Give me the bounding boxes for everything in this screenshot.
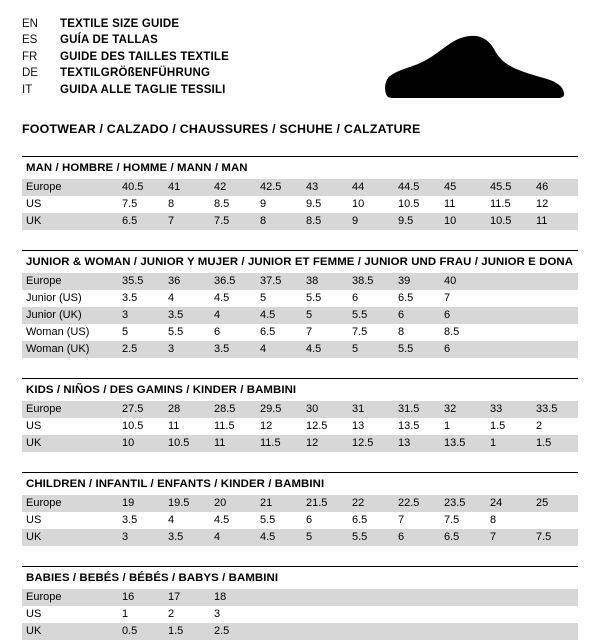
table-row: [22, 606, 578, 623]
cell: 1.5: [486, 418, 532, 435]
language-title-list: [22, 16, 229, 98]
table-row: [22, 324, 578, 341]
cell: 6.5: [394, 290, 440, 307]
cell: 2: [532, 418, 578, 435]
language-code: FR: [22, 50, 38, 63]
cell: 4.5: [256, 307, 302, 324]
cell: 5.5: [302, 290, 348, 307]
cell: 11: [532, 213, 578, 230]
section-children: [22, 472, 578, 546]
cell-empty: [348, 623, 394, 640]
section-title: CHILDREN / INFANTIL / ENFANTS / KINDER / BAMBINI: [26, 478, 325, 490]
cell: 13.5: [394, 418, 440, 435]
cell: 12.5: [348, 435, 394, 452]
cell: 41: [164, 179, 210, 196]
cell: 3: [164, 341, 210, 358]
cell: 6: [440, 307, 486, 324]
cell: 5.5: [348, 529, 394, 546]
cell-empty: [348, 606, 394, 623]
row-label: Europe: [22, 589, 118, 606]
table-row: [22, 196, 578, 213]
cell: 11.5: [486, 196, 532, 213]
cell: [532, 307, 578, 324]
cell: 44: [348, 179, 394, 196]
cell: 42: [210, 179, 256, 196]
cell: 10.5: [118, 418, 164, 435]
table-row: [22, 495, 578, 512]
cell: 3: [210, 606, 256, 623]
cell: 11: [440, 196, 486, 213]
table-row: [22, 179, 578, 196]
cell: 8.5: [210, 196, 256, 213]
section-junior-woman: [22, 250, 578, 358]
cell: 42.5: [256, 179, 302, 196]
cell: 37.5: [256, 273, 302, 290]
cell: 5: [302, 307, 348, 324]
cell: [486, 273, 532, 290]
cell-empty: [302, 623, 348, 640]
section-babies: [22, 566, 578, 640]
cell: 6.5: [348, 512, 394, 529]
table-row: [22, 401, 578, 418]
cell: 9.5: [394, 213, 440, 230]
language-row: [22, 65, 229, 81]
category-line: FOOTWEAR / CALZADO / CHAUSSURES / SCHUHE / CALZATURE: [22, 122, 421, 136]
cell: 25: [532, 495, 578, 512]
cell-empty: [394, 589, 440, 606]
size-table-junior-woman: [22, 273, 578, 358]
cell: 33.5: [532, 401, 578, 418]
cell: 43: [302, 179, 348, 196]
table-row: [22, 435, 578, 452]
cell: 8: [486, 512, 532, 529]
cell: 21.5: [302, 495, 348, 512]
cell-empty: [532, 589, 578, 606]
row-label: Europe: [22, 273, 118, 290]
cell-empty: [486, 606, 532, 623]
cell: 10: [348, 196, 394, 213]
row-label: UK: [22, 529, 118, 546]
table-row: [22, 512, 578, 529]
cell: [486, 307, 532, 324]
cell: 23.5: [440, 495, 486, 512]
cell: 7: [164, 213, 210, 230]
cell: 4: [210, 307, 256, 324]
cell: 27.5: [118, 401, 164, 418]
cell: [532, 324, 578, 341]
cell: 5.5: [348, 307, 394, 324]
cell-empty: [256, 623, 302, 640]
cell: 3.5: [164, 307, 210, 324]
size-table-babies: [22, 589, 578, 640]
language-code: DE: [22, 67, 38, 80]
cell: 6.5: [256, 324, 302, 341]
cell: 6.5: [118, 213, 164, 230]
cell-empty: [256, 606, 302, 623]
cell: 9: [348, 213, 394, 230]
table-row: [22, 307, 578, 324]
cell: [532, 290, 578, 307]
cell: 40.5: [118, 179, 164, 196]
section-title: JUNIOR & WOMAN / JUNIOR Y MUJER / JUNIOR ET FEMME / JUNIOR UND FRAU / JUNIOR E DONA: [26, 256, 574, 268]
cell: 44.5: [394, 179, 440, 196]
row-label: UK: [22, 435, 118, 452]
language-code: EN: [22, 18, 38, 30]
cell: 45.5: [486, 179, 532, 196]
row-label: Europe: [22, 401, 118, 418]
cell: 6: [302, 512, 348, 529]
cell: 18: [210, 589, 256, 606]
cell: 31.5: [394, 401, 440, 418]
cell: 5: [348, 341, 394, 358]
section-man: [22, 156, 578, 230]
cell: 17: [164, 589, 210, 606]
cell-empty: [440, 623, 486, 640]
cell: 7.5: [348, 324, 394, 341]
cell: 22: [348, 495, 394, 512]
cell-empty: [302, 589, 348, 606]
section-divider: [22, 566, 578, 567]
cell: 45: [440, 179, 486, 196]
cell: 10.5: [486, 213, 532, 230]
cell: 10.5: [164, 435, 210, 452]
row-label: Woman (UK): [22, 341, 118, 358]
cell: 3: [118, 307, 164, 324]
language-title: TEXTILE SIZE GUIDE: [60, 18, 180, 30]
cell: 9: [256, 196, 302, 213]
cell: 11.5: [256, 435, 302, 452]
cell: 46: [532, 179, 578, 196]
cell-empty: [440, 589, 486, 606]
cell: 5.5: [164, 324, 210, 341]
section-divider: [22, 472, 578, 473]
section-title: KIDS / NIÑOS / DES GAMINS / KINDER / BAMBINI: [26, 384, 297, 396]
cell: 8.5: [302, 213, 348, 230]
cell: 5.5: [394, 341, 440, 358]
section-divider: [22, 250, 578, 251]
table-row: [22, 418, 578, 435]
language-row: [22, 16, 229, 32]
cell: 8: [164, 196, 210, 213]
section-title: BABIES / BEBÉS / BÉBÉS / BABYS / BAMBINI: [26, 572, 279, 584]
cell: 2: [164, 606, 210, 623]
section-divider: [22, 378, 578, 379]
cell: 3.5: [118, 290, 164, 307]
cell: 7.5: [440, 512, 486, 529]
row-label: US: [22, 418, 118, 435]
cell: 2.5: [118, 341, 164, 358]
cell: [486, 290, 532, 307]
cell: 4.5: [210, 290, 256, 307]
cell: 24: [486, 495, 532, 512]
cell: 4.5: [256, 529, 302, 546]
cell: 4.5: [302, 341, 348, 358]
row-label: Europe: [22, 179, 118, 196]
cell: 1.5: [164, 623, 210, 640]
section-title: MAN / HOMBRE / HOMME / MANN / MAN: [26, 162, 248, 174]
cell: 38.5: [348, 273, 394, 290]
cell: 9.5: [302, 196, 348, 213]
cell: 4: [256, 341, 302, 358]
cell: 1: [486, 435, 532, 452]
cell: 6.5: [440, 529, 486, 546]
cell-empty: [256, 589, 302, 606]
cell: 4.5: [210, 512, 256, 529]
cell: 1: [118, 606, 164, 623]
size-table-kids: [22, 401, 578, 452]
cell: 12: [256, 418, 302, 435]
cell: [486, 341, 532, 358]
size-table-children: [22, 495, 578, 546]
cell-empty: [394, 606, 440, 623]
cell: [532, 273, 578, 290]
cell: 7.5: [118, 196, 164, 213]
cell: 6: [348, 290, 394, 307]
table-row: [22, 589, 578, 606]
cell: 10: [118, 435, 164, 452]
cell: 4: [210, 529, 256, 546]
cell: 11: [164, 418, 210, 435]
language-row: [22, 82, 229, 98]
table-row: [22, 290, 578, 307]
cell: 19.5: [164, 495, 210, 512]
cell: 10: [440, 213, 486, 230]
cell: 36.5: [210, 273, 256, 290]
cell: 3.5: [164, 529, 210, 546]
cell: 12.5: [302, 418, 348, 435]
cell: 21: [256, 495, 302, 512]
cell: [486, 324, 532, 341]
cell: 5: [302, 529, 348, 546]
cell: 30: [302, 401, 348, 418]
cell: 11: [210, 435, 256, 452]
cell: 4: [164, 290, 210, 307]
cell-empty: [486, 623, 532, 640]
section-kids: [22, 378, 578, 452]
row-label: UK: [22, 213, 118, 230]
cell-empty: [394, 623, 440, 640]
cell: 7: [302, 324, 348, 341]
cell: 6: [394, 529, 440, 546]
row-label: Woman (US): [22, 324, 118, 341]
cell: [532, 341, 578, 358]
cell: 13: [394, 435, 440, 452]
cell: 6: [394, 307, 440, 324]
section-divider: [22, 156, 578, 157]
dress-shoe-icon: [378, 32, 568, 104]
cell: 3: [118, 529, 164, 546]
cell: 3.5: [210, 341, 256, 358]
cell: 16: [118, 589, 164, 606]
cell: 3.5: [118, 512, 164, 529]
cell: 12: [302, 435, 348, 452]
row-label: US: [22, 606, 118, 623]
cell-empty: [348, 589, 394, 606]
cell: 13.5: [440, 435, 486, 452]
cell: 7: [394, 512, 440, 529]
cell: 40: [440, 273, 486, 290]
cell: 6: [440, 341, 486, 358]
cell: 33: [486, 401, 532, 418]
cell: 31: [348, 401, 394, 418]
cell: [532, 512, 578, 529]
cell: 10.5: [394, 196, 440, 213]
cell-empty: [532, 606, 578, 623]
cell: 28: [164, 401, 210, 418]
cell: 6: [210, 324, 256, 341]
table-row: [22, 213, 578, 230]
language-title: GUIDE DES TAILLES TEXTILE: [60, 50, 229, 63]
cell: 8: [394, 324, 440, 341]
cell: 13: [348, 418, 394, 435]
language-title: GUIDA ALLE TAGLIE TESSILI: [60, 83, 226, 96]
row-label: Junior (UK): [22, 307, 118, 324]
size-table-man: [22, 179, 578, 230]
cell: 5: [118, 324, 164, 341]
cell: 5.5: [256, 512, 302, 529]
row-label: Junior (US): [22, 290, 118, 307]
language-row: [22, 32, 229, 48]
table-row: [22, 341, 578, 358]
cell: 20: [210, 495, 256, 512]
cell: 19: [118, 495, 164, 512]
cell: 0.5: [118, 623, 164, 640]
cell-empty: [532, 623, 578, 640]
cell: 22.5: [394, 495, 440, 512]
row-label: UK: [22, 623, 118, 640]
table-row: [22, 623, 578, 640]
cell: 7.5: [210, 213, 256, 230]
cell: 32: [440, 401, 486, 418]
cell: 2.5: [210, 623, 256, 640]
language-row: [22, 49, 229, 65]
language-code: ES: [22, 34, 38, 47]
cell: 7.5: [532, 529, 578, 546]
table-row: [22, 273, 578, 290]
cell: 11.5: [210, 418, 256, 435]
row-label: US: [22, 512, 118, 529]
table-row: [22, 529, 578, 546]
cell: 28.5: [210, 401, 256, 418]
cell: 7: [486, 529, 532, 546]
row-label: Europe: [22, 495, 118, 512]
cell: 4: [164, 512, 210, 529]
cell-empty: [302, 606, 348, 623]
language-title: GUÍA DE TALLAS: [60, 34, 158, 47]
cell: 5: [256, 290, 302, 307]
language-title: TEXTILGRÖßENFÜHRUNG: [60, 67, 211, 80]
page-header: [22, 16, 578, 108]
cell: 7: [440, 290, 486, 307]
cell: 1.5: [532, 435, 578, 452]
cell: 8: [256, 213, 302, 230]
cell: 29.5: [256, 401, 302, 418]
row-label: US: [22, 196, 118, 213]
cell: 35.5: [118, 273, 164, 290]
cell: 39: [394, 273, 440, 290]
cell: 12: [532, 196, 578, 213]
cell: 1: [440, 418, 486, 435]
cell: 38: [302, 273, 348, 290]
cell: 36: [164, 273, 210, 290]
cell: 8.5: [440, 324, 486, 341]
cell-empty: [440, 606, 486, 623]
cell-empty: [486, 589, 532, 606]
language-code: IT: [22, 83, 33, 96]
